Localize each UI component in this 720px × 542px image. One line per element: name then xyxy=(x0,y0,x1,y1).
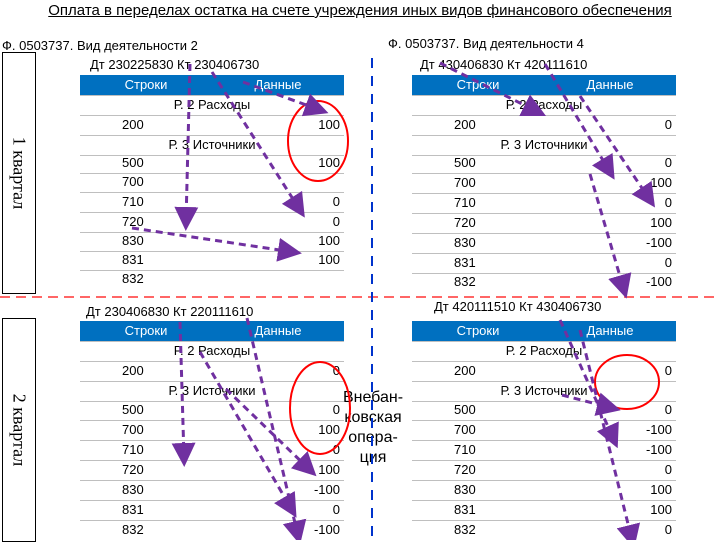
column-header-rows: Строки xyxy=(412,75,544,95)
table-bottom-right xyxy=(412,321,676,540)
column-header-rows: Строки xyxy=(80,75,212,95)
row-value: 0 xyxy=(332,502,340,517)
row-value: 0 xyxy=(664,363,672,378)
row-code: 710 xyxy=(454,442,476,457)
table-row xyxy=(80,250,344,271)
table-row xyxy=(412,153,676,174)
row-value: -100 xyxy=(645,235,672,250)
table-row xyxy=(412,213,676,234)
table-row xyxy=(412,500,676,521)
table-row xyxy=(80,420,344,441)
entry-bottom-left: Дт 230406830 Кт 220111610 xyxy=(86,304,254,319)
table-row xyxy=(412,253,676,274)
quarter-1-label: 1 квартал xyxy=(2,52,36,294)
row-value: -100 xyxy=(645,274,672,289)
row-code: 500 xyxy=(122,155,144,170)
section-label: Р. 3 Источники xyxy=(168,137,256,152)
row-value: 0 xyxy=(332,194,340,209)
column-header-rows: Строки xyxy=(412,321,544,341)
off-bank-operation-note: Внебан-ковская опера-ция xyxy=(342,389,404,466)
column-header-data: Данные xyxy=(544,75,676,95)
section-label: Р. 3 Источники xyxy=(168,383,256,398)
row-value: 0 xyxy=(664,195,672,210)
row-code: 700 xyxy=(454,422,476,437)
column-header-data: Данные xyxy=(212,321,344,341)
row-value: 0 xyxy=(664,522,672,537)
table-row xyxy=(80,440,344,461)
table-row xyxy=(412,400,676,421)
section-label: Р. 2 Расходы xyxy=(505,343,583,358)
table-row xyxy=(412,193,676,214)
row-value: 100 xyxy=(650,482,672,497)
row-value: 100 xyxy=(318,462,340,477)
quarter-2-label: 2 квартал xyxy=(2,318,36,542)
row-code: 832 xyxy=(454,274,476,289)
table-row xyxy=(412,480,676,501)
row-value: 0 xyxy=(664,155,672,170)
row-value: 100 xyxy=(318,155,340,170)
row-code: 200 xyxy=(122,117,144,132)
table-row xyxy=(412,420,676,441)
entry-top-left: Дт 230225830 Кт 230406730 xyxy=(90,57,260,72)
row-value: 0 xyxy=(664,255,672,270)
row-code: 500 xyxy=(122,402,144,417)
row-value: -100 xyxy=(645,442,672,457)
row-value: 0 xyxy=(332,442,340,457)
row-value: 100 xyxy=(650,215,672,230)
table-row xyxy=(412,173,676,194)
table-row xyxy=(80,172,344,193)
table-row xyxy=(80,192,344,213)
row-code: 500 xyxy=(454,155,476,170)
entry-bottom-right: Дт 420111510 Кт 430406730 xyxy=(434,299,602,314)
table-row xyxy=(80,480,344,501)
table-row xyxy=(80,460,344,481)
row-value: 100 xyxy=(650,175,672,190)
row-value: 0 xyxy=(664,117,672,132)
right-form-header: Ф. 0503737. Вид деятельности 4 xyxy=(388,36,584,51)
row-code: 832 xyxy=(454,522,476,537)
table-row xyxy=(80,500,344,521)
row-code: 830 xyxy=(454,482,476,497)
row-code: 200 xyxy=(454,363,476,378)
row-code: 200 xyxy=(454,117,476,132)
row-code: 832 xyxy=(122,271,144,286)
section-label: Р. 2 Расходы xyxy=(173,97,251,112)
row-value: -100 xyxy=(645,422,672,437)
row-code: 831 xyxy=(454,502,476,517)
table-row xyxy=(80,153,344,174)
row-code: 831 xyxy=(122,502,144,517)
entry-top-right: Дт 430406830 Кт 420111610 xyxy=(420,57,588,72)
row-value: 100 xyxy=(318,252,340,267)
table-row xyxy=(412,361,676,382)
row-code: 720 xyxy=(122,462,144,477)
row-code: 832 xyxy=(122,522,144,537)
row-value: 100 xyxy=(650,502,672,517)
row-code: 720 xyxy=(454,215,476,230)
row-code: 500 xyxy=(454,402,476,417)
table-row xyxy=(412,115,676,136)
page-title: Оплата в переделах остатка на счете учреждения иных видов финансового обеспечения xyxy=(48,2,672,19)
row-value: -100 xyxy=(313,522,340,537)
row-value: 0 xyxy=(332,363,340,378)
row-value: 100 xyxy=(318,422,340,437)
row-code: 830 xyxy=(122,233,144,248)
table-row xyxy=(80,400,344,421)
row-code: 700 xyxy=(122,174,144,189)
row-code: 700 xyxy=(454,175,476,190)
row-value: -100 xyxy=(313,482,340,497)
row-value: 100 xyxy=(318,233,340,248)
row-code: 720 xyxy=(122,214,144,229)
row-code: 200 xyxy=(122,363,144,378)
row-code: 831 xyxy=(122,252,144,267)
row-code: 710 xyxy=(454,195,476,210)
section-label: Р. 2 Расходы xyxy=(173,343,251,358)
column-header-data: Данные xyxy=(544,321,676,341)
row-value: 0 xyxy=(332,214,340,229)
row-value: 0 xyxy=(332,402,340,417)
table-bottom-left xyxy=(80,321,344,540)
table-top-right xyxy=(412,75,676,292)
table-row xyxy=(412,272,676,292)
section-label: Р. 2 Расходы xyxy=(505,97,583,112)
section-label: Р. 3 Источники xyxy=(500,137,588,152)
table-row xyxy=(80,269,344,289)
table-row xyxy=(80,520,344,540)
row-value: 100 xyxy=(318,117,340,132)
table-row xyxy=(412,233,676,254)
table-row xyxy=(80,212,344,233)
table-row xyxy=(412,440,676,461)
row-code: 710 xyxy=(122,442,144,457)
table-row xyxy=(80,115,344,136)
row-value: 0 xyxy=(664,402,672,417)
row-code: 830 xyxy=(122,482,144,497)
column-header-data: Данные xyxy=(212,75,344,95)
row-code: 720 xyxy=(454,462,476,477)
section-label: Р. 3 Источники xyxy=(500,383,588,398)
table-top-left xyxy=(80,75,344,287)
row-code: 831 xyxy=(454,255,476,270)
row-code: 710 xyxy=(122,194,144,209)
row-code: 700 xyxy=(122,422,144,437)
table-row xyxy=(80,231,344,252)
row-value: 0 xyxy=(664,462,672,477)
column-header-rows: Строки xyxy=(80,321,212,341)
row-code: 830 xyxy=(454,235,476,250)
table-row xyxy=(412,460,676,481)
table-row xyxy=(80,361,344,382)
table-row xyxy=(412,520,676,540)
left-form-header: Ф. 0503737. Вид деятельности 2 xyxy=(2,38,198,53)
